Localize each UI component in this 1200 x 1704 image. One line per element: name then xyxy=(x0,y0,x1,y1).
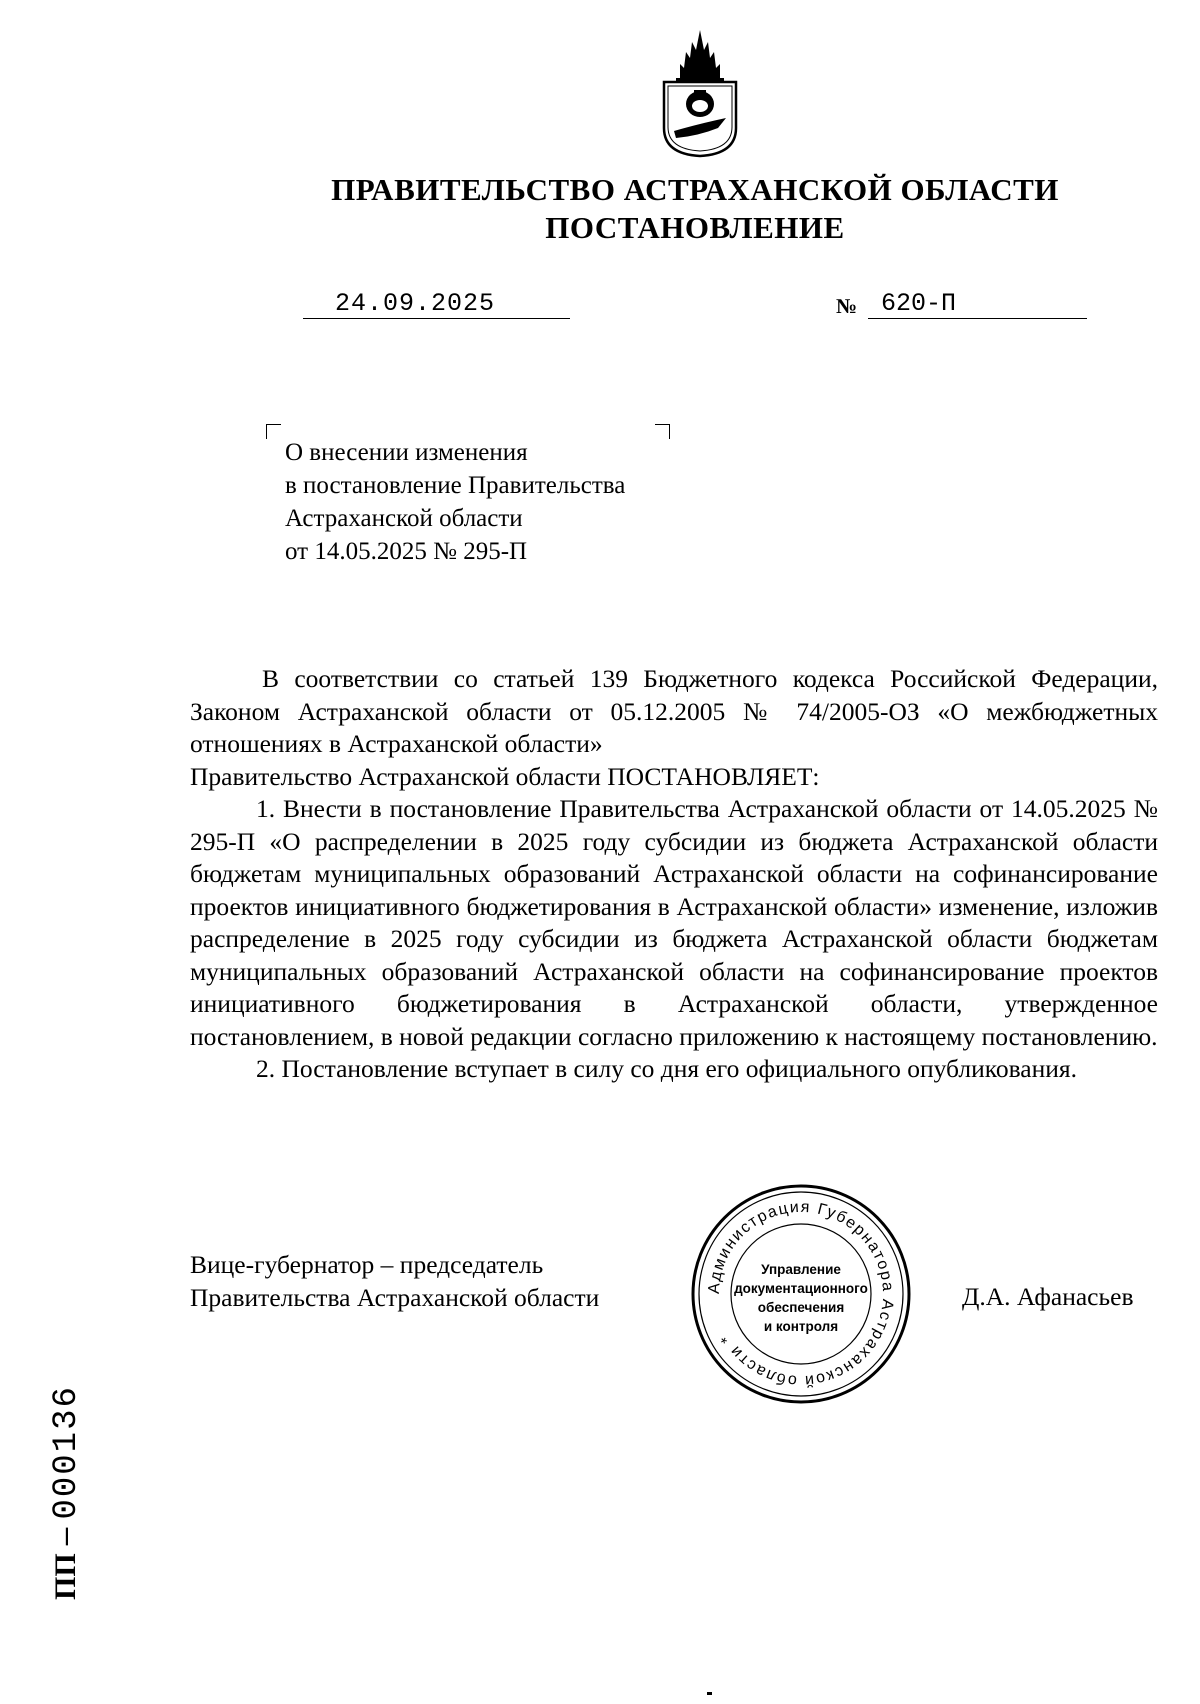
registry-side-mark xyxy=(46,1385,86,1600)
government-name: ПРАВИТЕЛЬСТВО АСТРАХАНСКОЙ ОБЛАСТИ xyxy=(331,172,1059,207)
stamp-center-line: Управление xyxy=(761,1262,841,1277)
document-title xyxy=(285,436,625,568)
coat-of-arms-emblem xyxy=(658,28,742,158)
title-line: О внесении изменения xyxy=(285,439,528,466)
signatory-position xyxy=(190,1248,599,1314)
date-underline xyxy=(303,318,570,319)
preamble-paragraph: В соответствии со статьей 139 Бюджетного кодекса Российской Федерации, Законом Астраханской области от 05.12.2005 № 74/2005-ОЗ «О межбюджетных отношениях в Астраханской области» xyxy=(190,664,1158,758)
side-mark-separator: – xyxy=(46,1527,82,1546)
side-mark-code: 000136 xyxy=(48,1385,86,1520)
document-body xyxy=(190,663,1158,1086)
title-bracket-left xyxy=(266,424,281,439)
title-bracket-right xyxy=(655,424,670,439)
official-stamp xyxy=(690,1183,912,1405)
title-line: Астраханской области xyxy=(285,505,523,532)
position-line: Вице-губернатор – председатель xyxy=(190,1250,544,1279)
resolves-line: Правительство Астраханской области ПОСТАНОВЛЯЕТ: xyxy=(190,761,820,791)
stamp-ring-text: Администрация Губернатора Астраханской области * xyxy=(705,1198,897,1390)
number-sign: № xyxy=(836,294,858,318)
position-line: Правительства Астраханской области xyxy=(190,1283,600,1312)
document-number: 620-П xyxy=(881,289,957,318)
document-kind: ПОСТАНОВЛЕНИЕ xyxy=(545,210,845,245)
item-2-paragraph: 2. Постановление вступает в силу со дня его официального опубликования. xyxy=(256,1054,1077,1083)
title-line: в постановление Правительства xyxy=(285,472,626,499)
stamp-center-line: документационного xyxy=(734,1281,868,1296)
number-underline xyxy=(868,318,1087,319)
signatory-name: Д.А. Афанасьев xyxy=(962,1282,1134,1311)
title-line: от 14.05.2025 № 295-П xyxy=(285,538,528,565)
item-1-paragraph: 1. Внести в постановление Правительства Астраханской области от 14.05.2025 № 295-П «О распределении в 2025 году субсидии из бюджета Астраханской области бюджетам муниципальных образований Астраханской области на софинансирование проектов инициативного бюджетирования в Астраханской области» изменение, изложив распределение в 2025 году субсидии из бюджета Астраханской области бюджетам муниципальных образований Астраханской области на софинансирование проектов инициативного бюджетирования в Астраханской области, утвержденное постановлением, в новой редакции согласно приложению к настоящему постановлению. xyxy=(190,794,1158,1051)
side-mark-prefix: ПП xyxy=(49,1553,82,1600)
scan-speck xyxy=(707,1692,712,1695)
document-date: 24.09.2025 xyxy=(335,289,496,318)
stamp-center-line: обеспечения xyxy=(757,1300,845,1315)
stamp-center-line: и контроля xyxy=(763,1319,839,1334)
